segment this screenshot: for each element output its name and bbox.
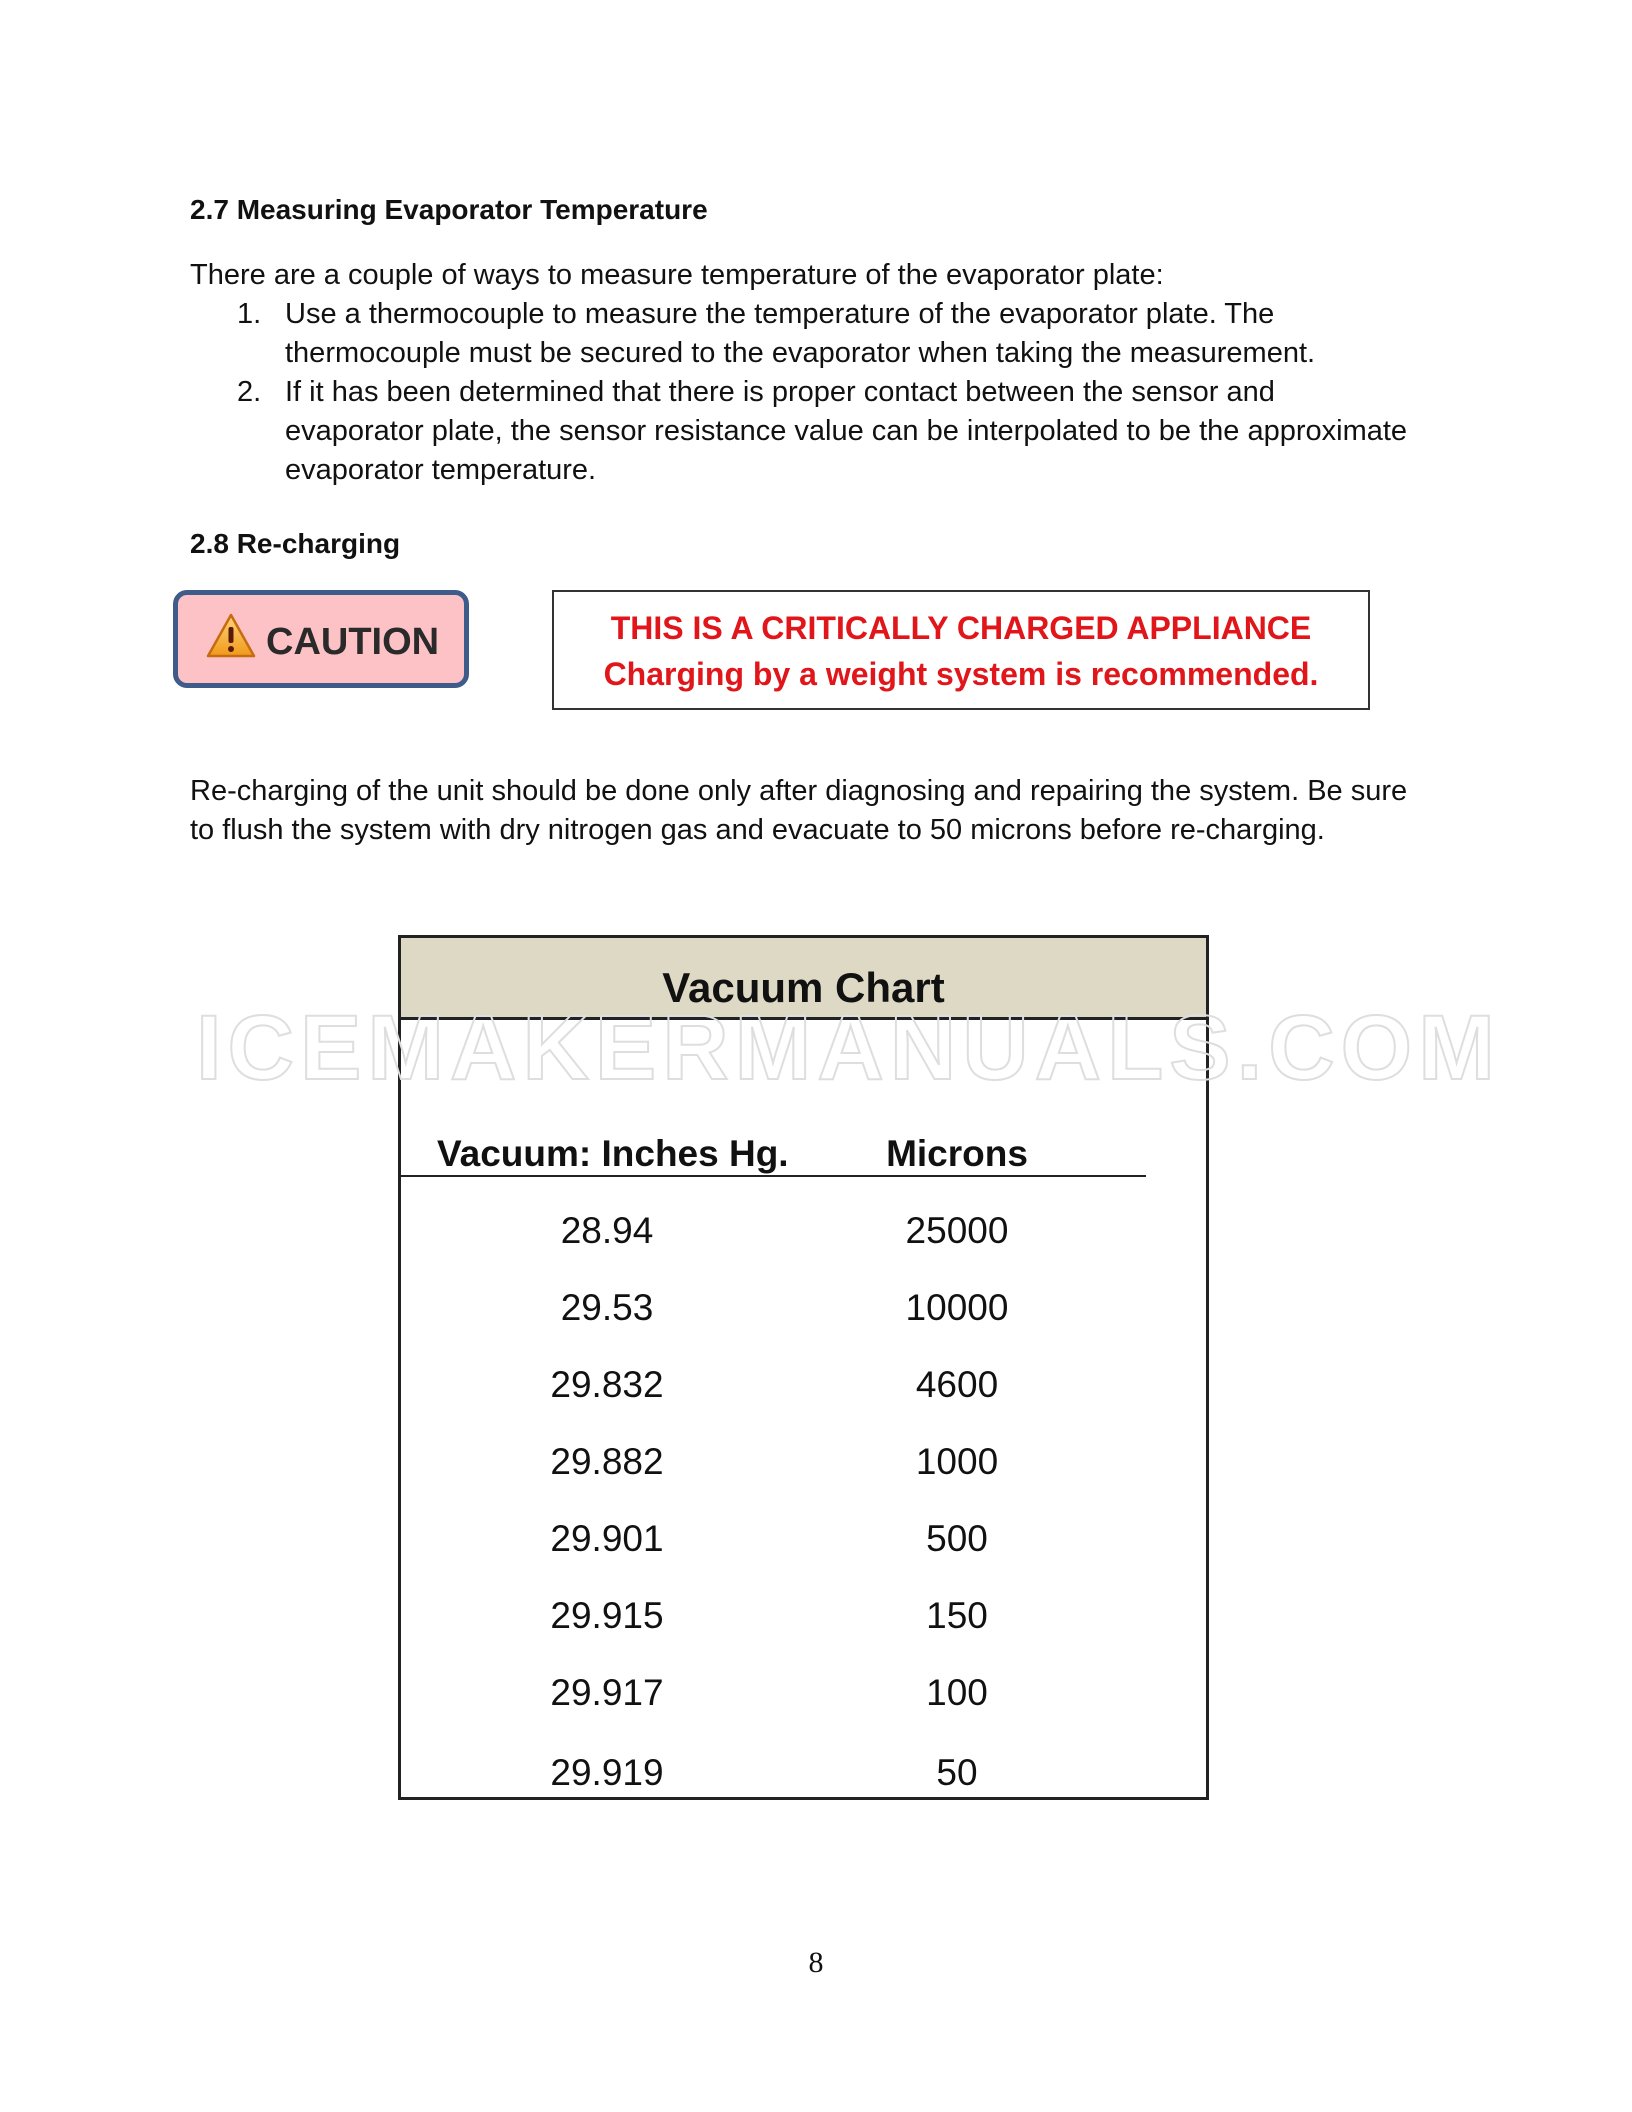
critical-charge-warning-box: [552, 590, 1370, 710]
cell-microns: 100: [926, 1672, 988, 1713]
warning-line: THIS IS A CRITICALLY CHARGED APPLIANCE: [610, 610, 1312, 646]
watermark: ICEMAKERMANUALS.COM: [196, 997, 1501, 1099]
cell-microns: 4600: [915, 1364, 999, 1405]
cell-inches-hg: 29.917: [550, 1672, 664, 1713]
list-item: [237, 373, 1437, 490]
page-number: 8: [808, 1946, 824, 1979]
cell-microns: 50: [936, 1752, 978, 1793]
list-item-line: thermocouple must be secured to the evaporator when taking the measurement.: [285, 337, 1316, 369]
section-2-7-intro: There are a couple of ways to measure temperature of the evaporator plate:: [190, 259, 1164, 291]
caution-label: CAUTION: [266, 621, 440, 663]
column-header-microns: Microns: [886, 1133, 1028, 1174]
header-divider: [401, 1175, 1146, 1177]
list-item-line: evaporator plate, the sensor resistance value can be interpolated to be the approximate: [285, 415, 1408, 447]
vacuum-chart-table: [398, 935, 1209, 1800]
vacuum-chart-title-bar: [401, 938, 1206, 1020]
cell-microns: 500: [926, 1518, 988, 1559]
list-item-line: If it has been determined that there is proper contact between the sensor and: [285, 376, 1275, 408]
cell-microns: 10000: [905, 1287, 1009, 1328]
list-item-line: evaporator temperature.: [285, 454, 597, 486]
measurement-method-list: [237, 295, 1437, 490]
cell-inches-hg: 29.53: [560, 1287, 654, 1328]
list-item: [237, 295, 1437, 373]
cell-inches-hg: 29.832: [550, 1364, 664, 1405]
section-2-8-heading: 2.8 Re-charging: [190, 528, 401, 559]
column-header-inches-hg: Vacuum: Inches Hg.: [437, 1133, 789, 1174]
cell-microns: 150: [926, 1595, 988, 1636]
caution-badge: [173, 590, 469, 688]
warning-triangle-icon: [206, 613, 256, 659]
section-2-7-heading: 2.7 Measuring Evaporator Temperature: [190, 194, 708, 225]
cell-microns: 1000: [915, 1441, 999, 1482]
recharging-paragraph-line: Re-charging of the unit should be done only after diagnosing and repairing the system. Be sure: [190, 775, 1408, 807]
list-item-line: Use a thermocouple to measure the temperature of the evaporator plate. The: [285, 298, 1275, 330]
list-item-number: 1.: [237, 298, 262, 330]
warning-line: Charging by a weight system is recommended.: [603, 656, 1319, 692]
recharging-paragraph-line: to flush the system with dry nitrogen gas and evacuate to 50 microns before re-charging.: [190, 814, 1325, 846]
cell-inches-hg: 29.901: [550, 1518, 664, 1559]
cell-inches-hg: 28.94: [560, 1210, 654, 1251]
cell-inches-hg: 29.882: [550, 1441, 664, 1482]
list-item-number: 2.: [237, 376, 262, 408]
cell-inches-hg: 29.919: [550, 1752, 664, 1793]
cell-inches-hg: 29.915: [550, 1595, 664, 1636]
vacuum-chart-title: Vacuum Chart: [662, 964, 945, 1011]
cell-microns: 25000: [905, 1210, 1009, 1251]
